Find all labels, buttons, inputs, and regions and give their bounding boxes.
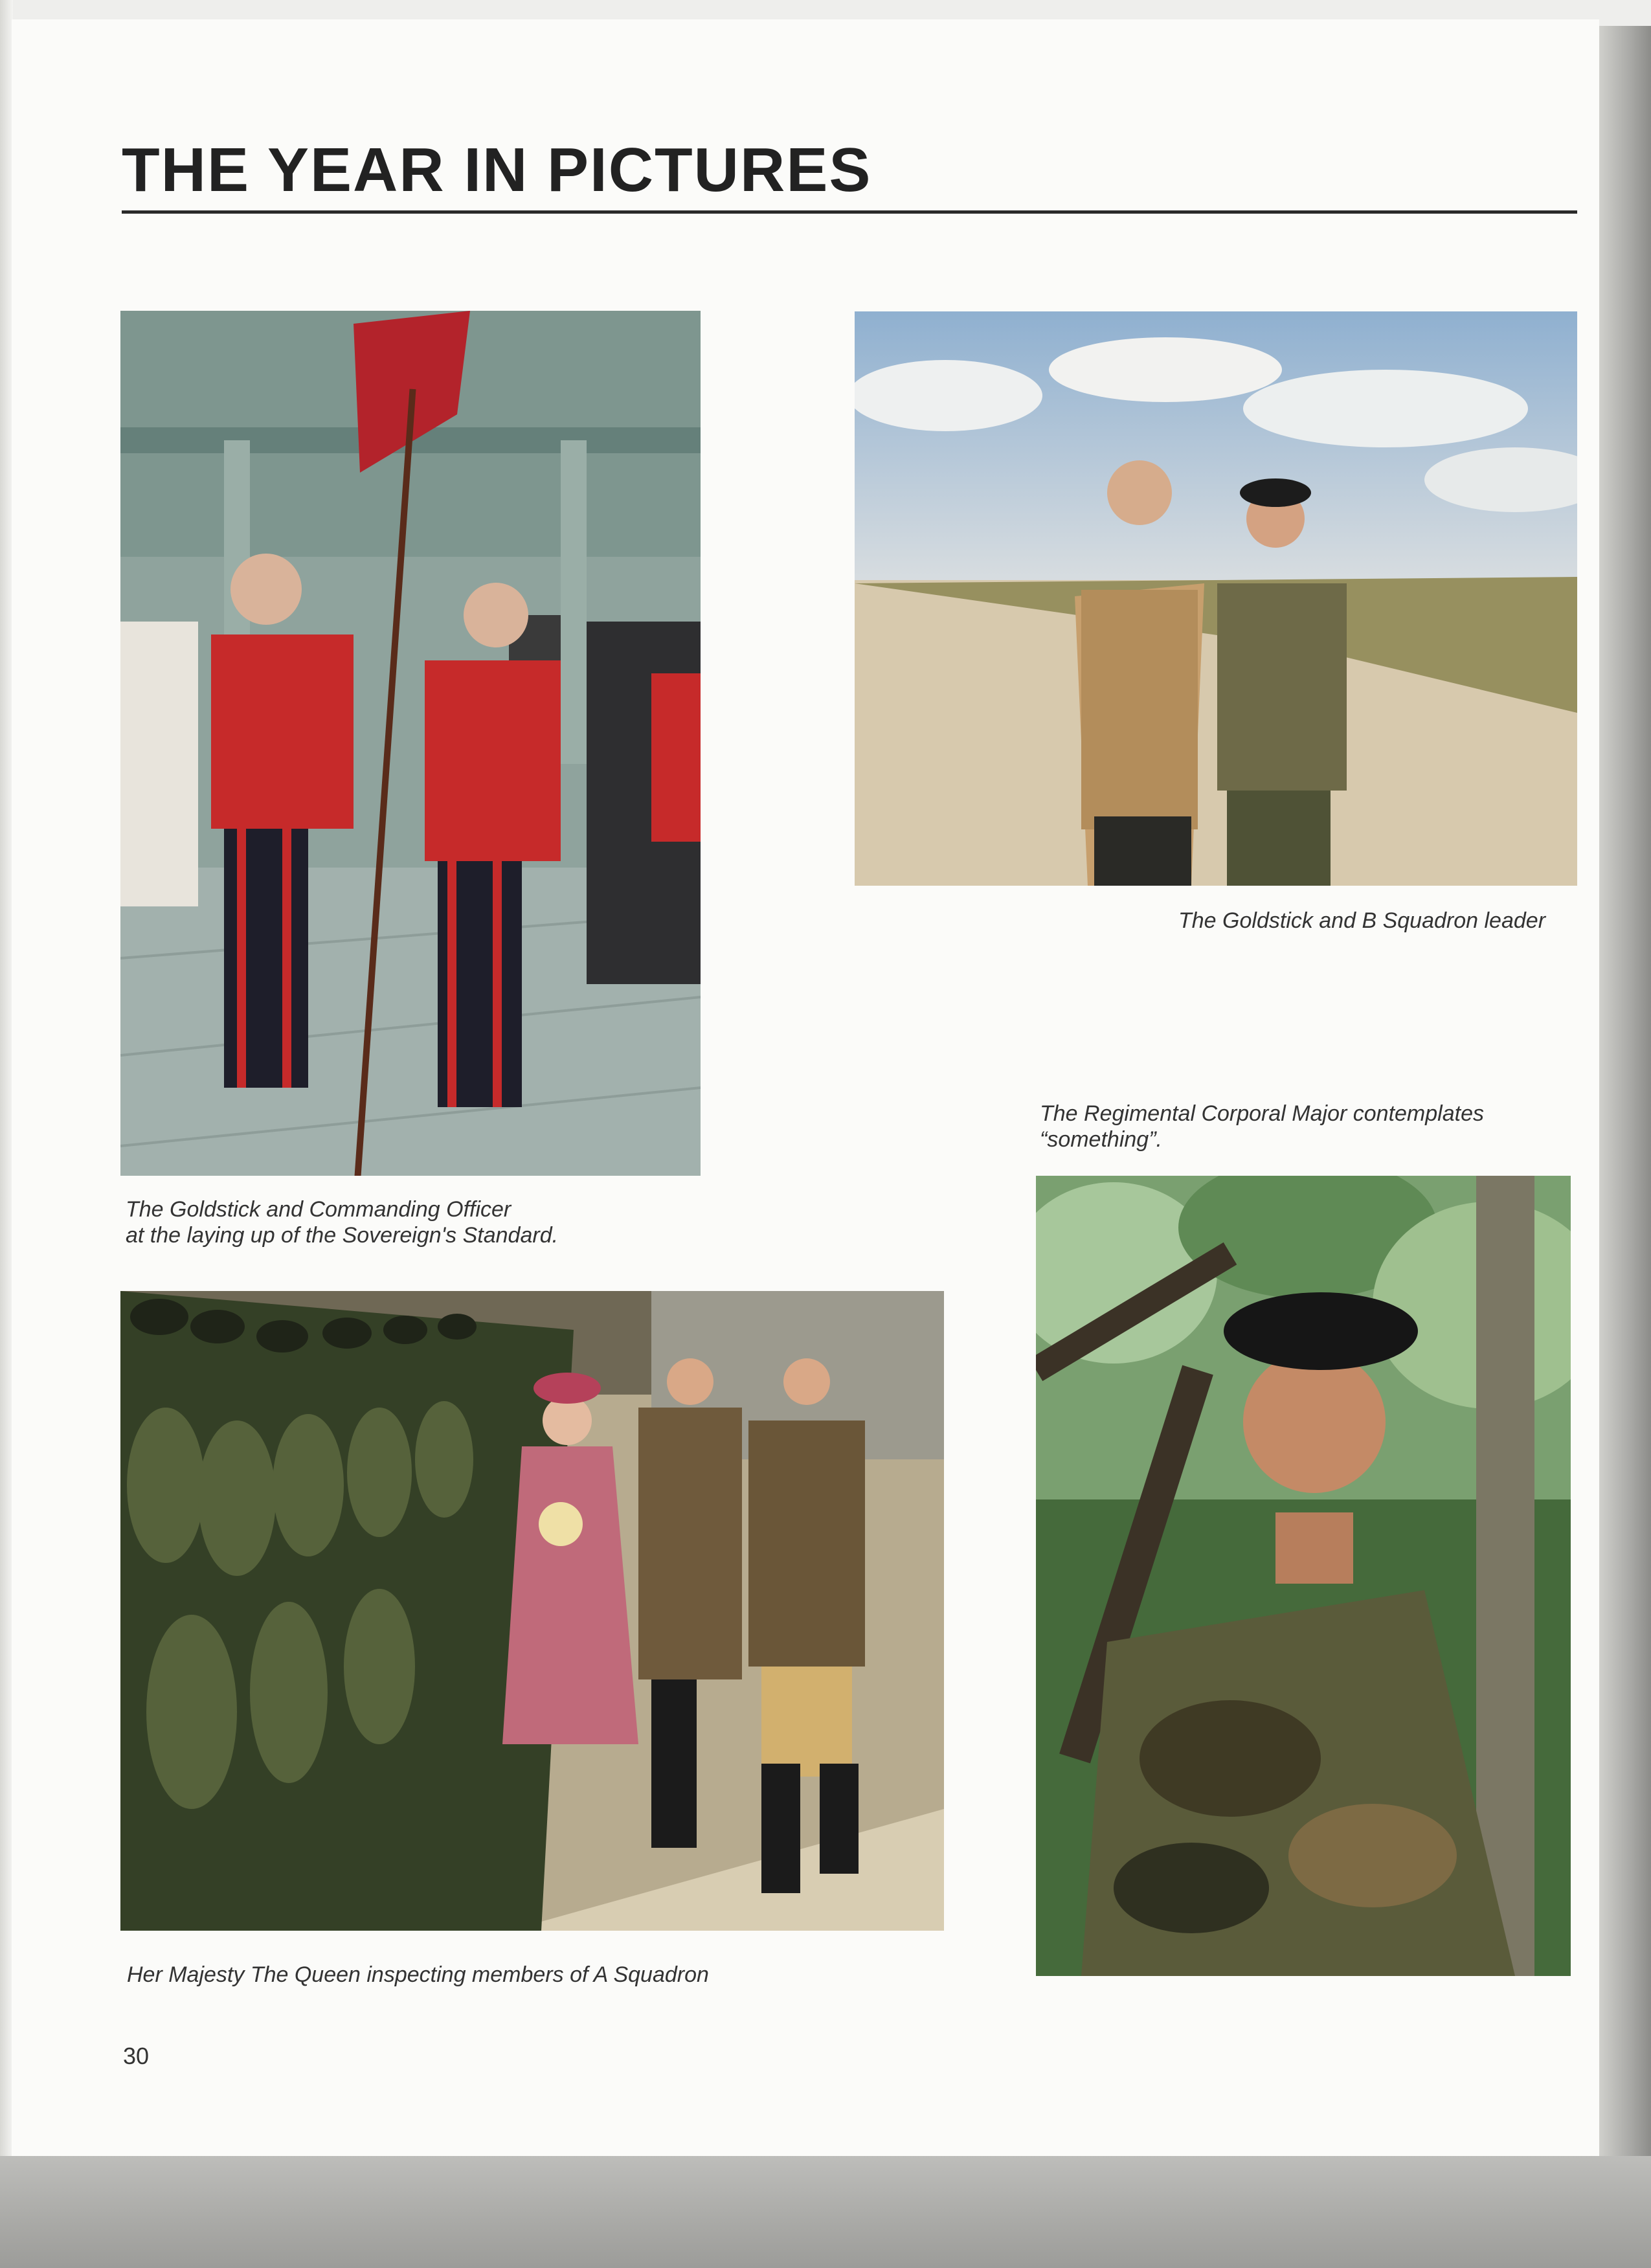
caption-royal-inspection [127, 1962, 709, 1988]
photo-regimental-corporal-major [1036, 1176, 1571, 1976]
caption-line: “something”. [1040, 1127, 1162, 1152]
caption-line: at the laying up of the Sovereign's Standard. [126, 1223, 559, 1248]
caption-line: Her Majesty The Queen inspecting members of A Squadron [127, 1962, 709, 1987]
caption-regimental-corporal-major [1040, 1101, 1484, 1152]
photo-goldstick-squadron-leader [855, 311, 1577, 886]
photo-standard-ceremony [120, 311, 701, 1176]
binding-edge [0, 0, 13, 2156]
title-rule [122, 210, 1577, 214]
scanner-background [0, 2156, 1651, 2268]
caption-standard-ceremony [126, 1196, 558, 1248]
caption-line: The Goldstick and Commanding Officer [126, 1197, 511, 1222]
caption-goldstick-squadron-leader [1178, 908, 1545, 934]
page-number: 30 [123, 2043, 150, 2069]
caption-line: The Goldstick and B Squadron leader [1178, 908, 1546, 933]
caption-line: The Regimental Corporal Major contemplates [1040, 1101, 1484, 1126]
page-title: THE YEAR IN PICTURES [122, 135, 872, 205]
page-shadow [1599, 26, 1651, 2162]
photo-royal-inspection [120, 1291, 944, 1931]
